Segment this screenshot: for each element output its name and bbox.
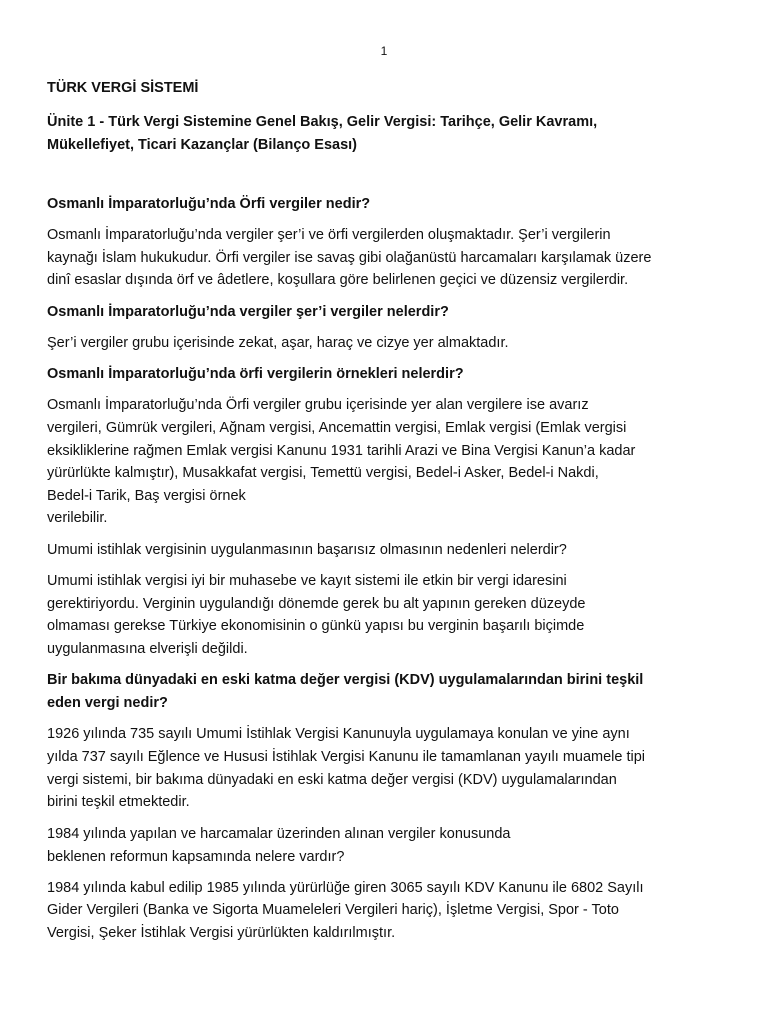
answer-line: uygulanmasına elverişli değildi. bbox=[47, 640, 248, 657]
document-body bbox=[47, 78, 727, 953]
answer bbox=[47, 332, 727, 355]
qa-item bbox=[47, 539, 727, 660]
answer-line: dinî esaslar dışında örf ve âdetlere, koşullara göre belirlenen geçici ve düzensiz vergilerdir. bbox=[47, 272, 629, 289]
question-line: Osmanlı İmparatorluğu’nda Örfi vergiler nedir? bbox=[47, 196, 371, 212]
qa-item bbox=[47, 823, 727, 945]
question bbox=[47, 193, 727, 216]
answer-line: eksikliklerine rağmen Emlak vergisi Kanunu 1931 tarihli Arazi ve Bina Vergisi Kanun’a kadar bbox=[47, 442, 636, 459]
question bbox=[47, 363, 727, 386]
answer-line: yılda 737 sayılı Eğlence ve Hususi İstihlak Vergisi Kanunu ile tamamlanan yayılı muamele tipi bbox=[47, 748, 646, 765]
answer-line: olmaması gerekse Türkiye ekonomisinin o günkü yapısı bu verginin başarılı biçimde bbox=[47, 618, 585, 635]
page-number: 1 bbox=[380, 44, 388, 58]
answer-line: 1984 yılında kabul edilip 1985 yılında yürürlüğe giren 3065 sayılı KDV Kanunu ile 6802 Sayılı bbox=[47, 879, 644, 896]
document-title: TÜRK VERGİ SİSTEMİ bbox=[47, 80, 199, 96]
question-line: Umumi istihlak vergisinin uygulanmasının başarısız olmasının nedenleri nelerdir? bbox=[47, 541, 567, 558]
answer-line: kaynağı İslam hukukudur. Örfi vergiler ise savaş gibi olağanüstü harcamaları karşılamak üzere bbox=[47, 249, 652, 266]
qa-item bbox=[47, 301, 727, 355]
qa-list bbox=[47, 193, 727, 944]
answer bbox=[47, 723, 727, 813]
answer-line: Gider Vergileri (Banka ve Sigorta Muameleleri Vergileri hariç), İşletme Vergisi, Spor - Toto bbox=[47, 902, 619, 919]
question-line: 1984 yılında yapılan ve harcamalar üzerinden alınan vergiler konusunda bbox=[47, 825, 511, 842]
answer-line: Osmanlı İmparatorluğu’nda vergiler şer’i ve örfi vergilerden oluşmaktadır. Şer’i vergilerin bbox=[47, 227, 611, 243]
qa-item bbox=[47, 669, 727, 813]
question bbox=[47, 539, 727, 562]
question-line: Osmanlı İmparatorluğu’nda örfi vergilerin örnekleri nelerdir? bbox=[47, 366, 464, 383]
question-line: eden vergi nedir? bbox=[47, 695, 168, 712]
answer-line: birini teşkil etmektedir. bbox=[47, 794, 190, 811]
answer-line: gerektiriyordu. Verginin uygulandığı dönemde gerek bu alt yapının gereken düzeyde bbox=[47, 595, 586, 612]
answer-line: Osmanlı İmparatorluğu’nda Örfi vergiler grubu içerisinde yer alan vergilere ise avarız bbox=[47, 397, 589, 414]
answer-line: Vergisi, Şeker İstihlak Vergisi yürürlükten kaldırılmıştır. bbox=[47, 924, 396, 941]
answer bbox=[47, 224, 727, 292]
qa-item bbox=[47, 193, 727, 292]
question-line: Osmanlı İmparatorluğu’nda vergiler şer’i vergiler nelerdir? bbox=[47, 303, 449, 320]
question-line: Bir bakıma dünyadaki en eski katma değer vergisi (KDV) uygulamalarından birini teşkil bbox=[47, 672, 644, 689]
answer bbox=[47, 394, 727, 530]
question bbox=[47, 301, 727, 324]
answer-line: yürürlükte kalmıştır), Musakkafat vergisi, Temettü vergisi, Bedel-i Asker, Bedel-i Nakdi, bbox=[47, 465, 599, 482]
unit-title-line: Ünite 1 - Türk Vergi Sistemine Genel Bakış, Gelir Vergisi: Tarihçe, Gelir Kavramı, bbox=[47, 114, 598, 130]
unit-title bbox=[47, 111, 727, 157]
answer bbox=[47, 877, 727, 945]
question-line: beklenen reformun kapsamında nelere vardır? bbox=[47, 848, 345, 865]
answer-line: verilebilir. bbox=[47, 510, 108, 527]
unit-title-line: Mükellefiyet, Ticari Kazançlar (Bilanço Esası) bbox=[47, 137, 357, 153]
answer-line: vergi sistemi, bir bakıma dünyadaki en eski katma değer vergisi (KDV) uygulamalarından bbox=[47, 771, 617, 788]
question bbox=[47, 669, 727, 715]
question bbox=[47, 823, 727, 869]
answer-line: 1926 yılında 735 sayılı Umumi İstihlak Vergisi Kanunuyla uygulamaya konulan ve yine aynı bbox=[47, 726, 630, 743]
answer-line: Umumi istihlak vergisi iyi bir muhasebe ve kayıt sistemi ile etkin bir vergi idaresini bbox=[47, 572, 567, 589]
answer bbox=[47, 570, 727, 660]
answer-line: vergileri, Gümrük vergileri, Ağnam vergisi, Ancemattin vergisi, Emlak vergisi (Emlak vergisi bbox=[47, 419, 627, 436]
answer-line: Şer’i vergiler grubu içerisinde zekat, aşar, haraç ve cizye yer almaktadır. bbox=[47, 334, 509, 351]
answer-line: Bedel-i Tarik, Baş vergisi örnek bbox=[47, 487, 246, 504]
qa-item bbox=[47, 363, 727, 530]
